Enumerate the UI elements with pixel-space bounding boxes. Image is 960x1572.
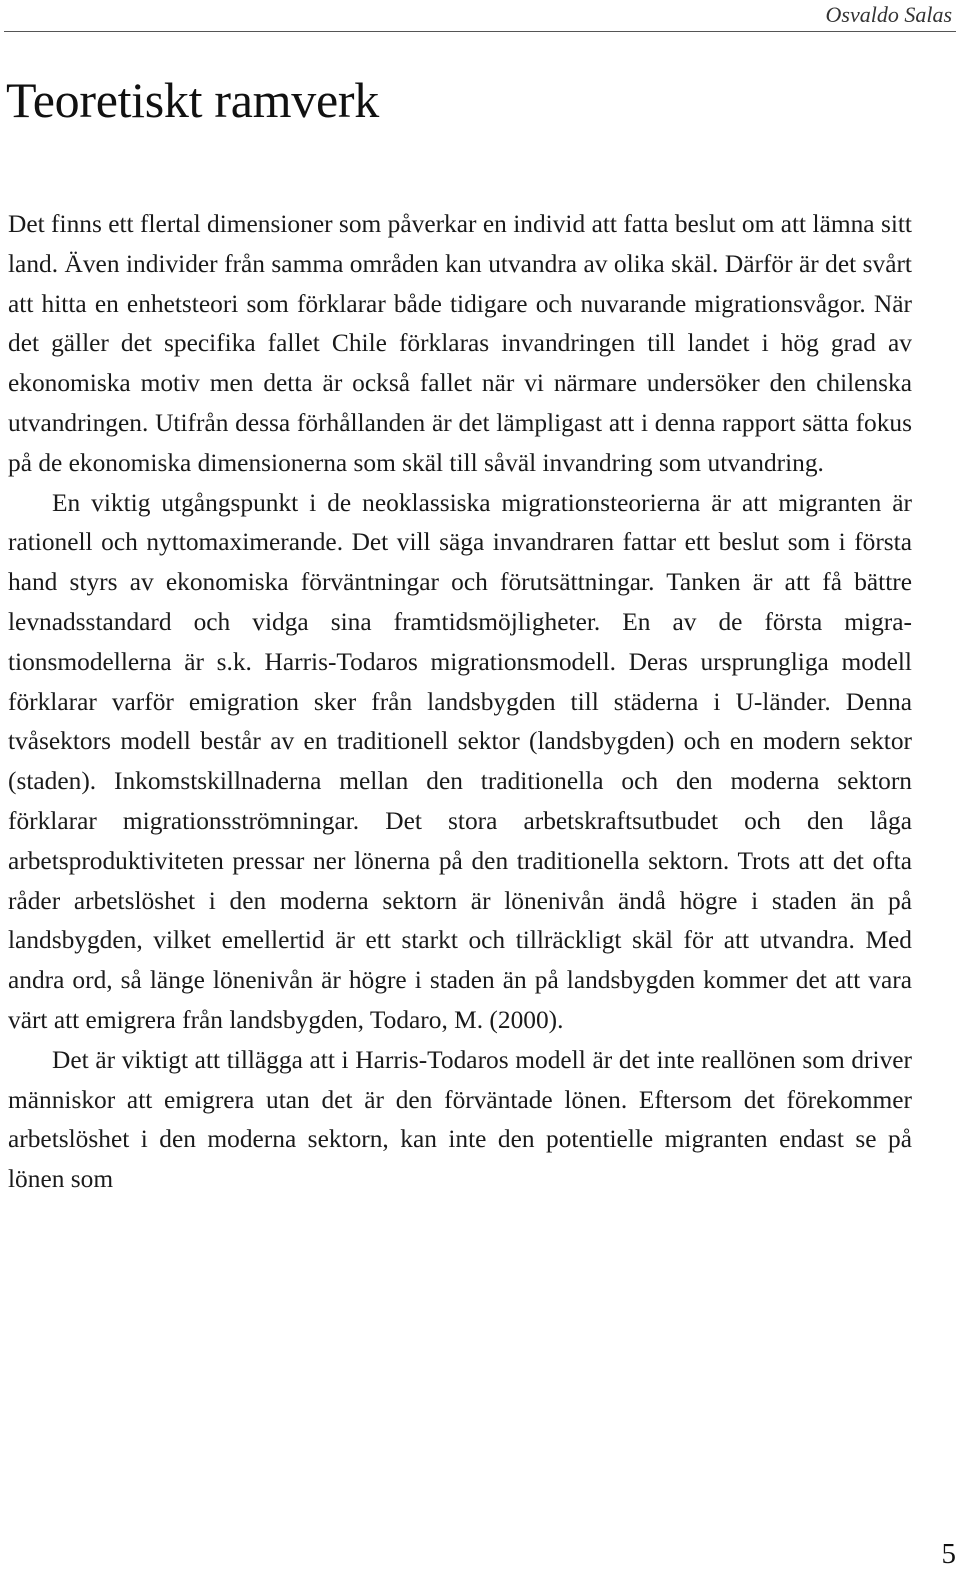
running-header	[0, 0, 960, 32]
running-header-author: Osvaldo Salas	[825, 2, 952, 27]
page-number: 5	[941, 1538, 956, 1570]
chapter-title: Teoretiskt ramverk	[6, 72, 379, 128]
paragraph-2: En viktig utgångspunkt i de neoklassiska migrationsteorierna är att migranten är rationell och nyttomaximerande. Det vill säga invandraren fattar ett beslut som i första hand styrs av ekonomiska förväntningar och förutsättningar. Tanken är att få bättre levnadsstandard och vidga sina framtidsmöjligheter. En av de första migrationsmodellerna är s.k. Harris-Todaros migrationsmodell. Deras ursprungliga modell förklarar varför emigration sker från landsbygden till städerna i U-länder. Denna tvåsektors modell består av en traditionell sektor (landsbygden) och en modern sektor (staden). Inkomstskillnaderna mellan den traditionella och den moderna sektorn förklarar migrationsströmningar. Det stora arbetskraftsutbudet och den låga arbetsproduktiviteten pressar ner lönerna på den traditionella sektorn. Trots att det ofta råder arbetslöshet i den moderna sektorn är lönenivån ändå högre i staden än på landsbygden, vilket emellertid är ett starkt och tillräckligt skäl för att utvandra. Med andra ord, så länge lönenivån är högre i staden än på landsbygden kommer det att vara värt att emigrera från landsbygden, Todaro, M. (2000).	[8, 488, 912, 1034]
body-text	[8, 205, 912, 1200]
header-rule	[4, 31, 956, 32]
paragraph-3: Det är viktigt att tillägga att i Harris-Todaros modell är det inte reallönen som driver människor att emigrera utan det är den förväntade lönen. Eftersom det förekommer arbetslöshet i den moderna sektorn, kan inte den potentielle migranten endast se på lönen som	[8, 1045, 912, 1194]
paragraph-1: Det finns ett flertal dimensioner som påverkar en individ att fatta beslut om att lämna sitt land. Även individer från samma områden kan utvandra av olika skäl. Därför är det svårt att hitta en enhetsteori som förklarar både tidigare och nuvarande migrationsvågor. När det gäller det specifika fallet Chile förklaras invandringen till landet i hög grad av ekonomiska motiv men detta är också fallet när vi närmare undersöker den chilenska utvandringen. Utifrån dessa förhållanden är det lämpligast att i denna rapport sätta fokus på de ekonomiska dimensionerna som skäl till såväl invandring som utvandring.	[8, 210, 912, 477]
